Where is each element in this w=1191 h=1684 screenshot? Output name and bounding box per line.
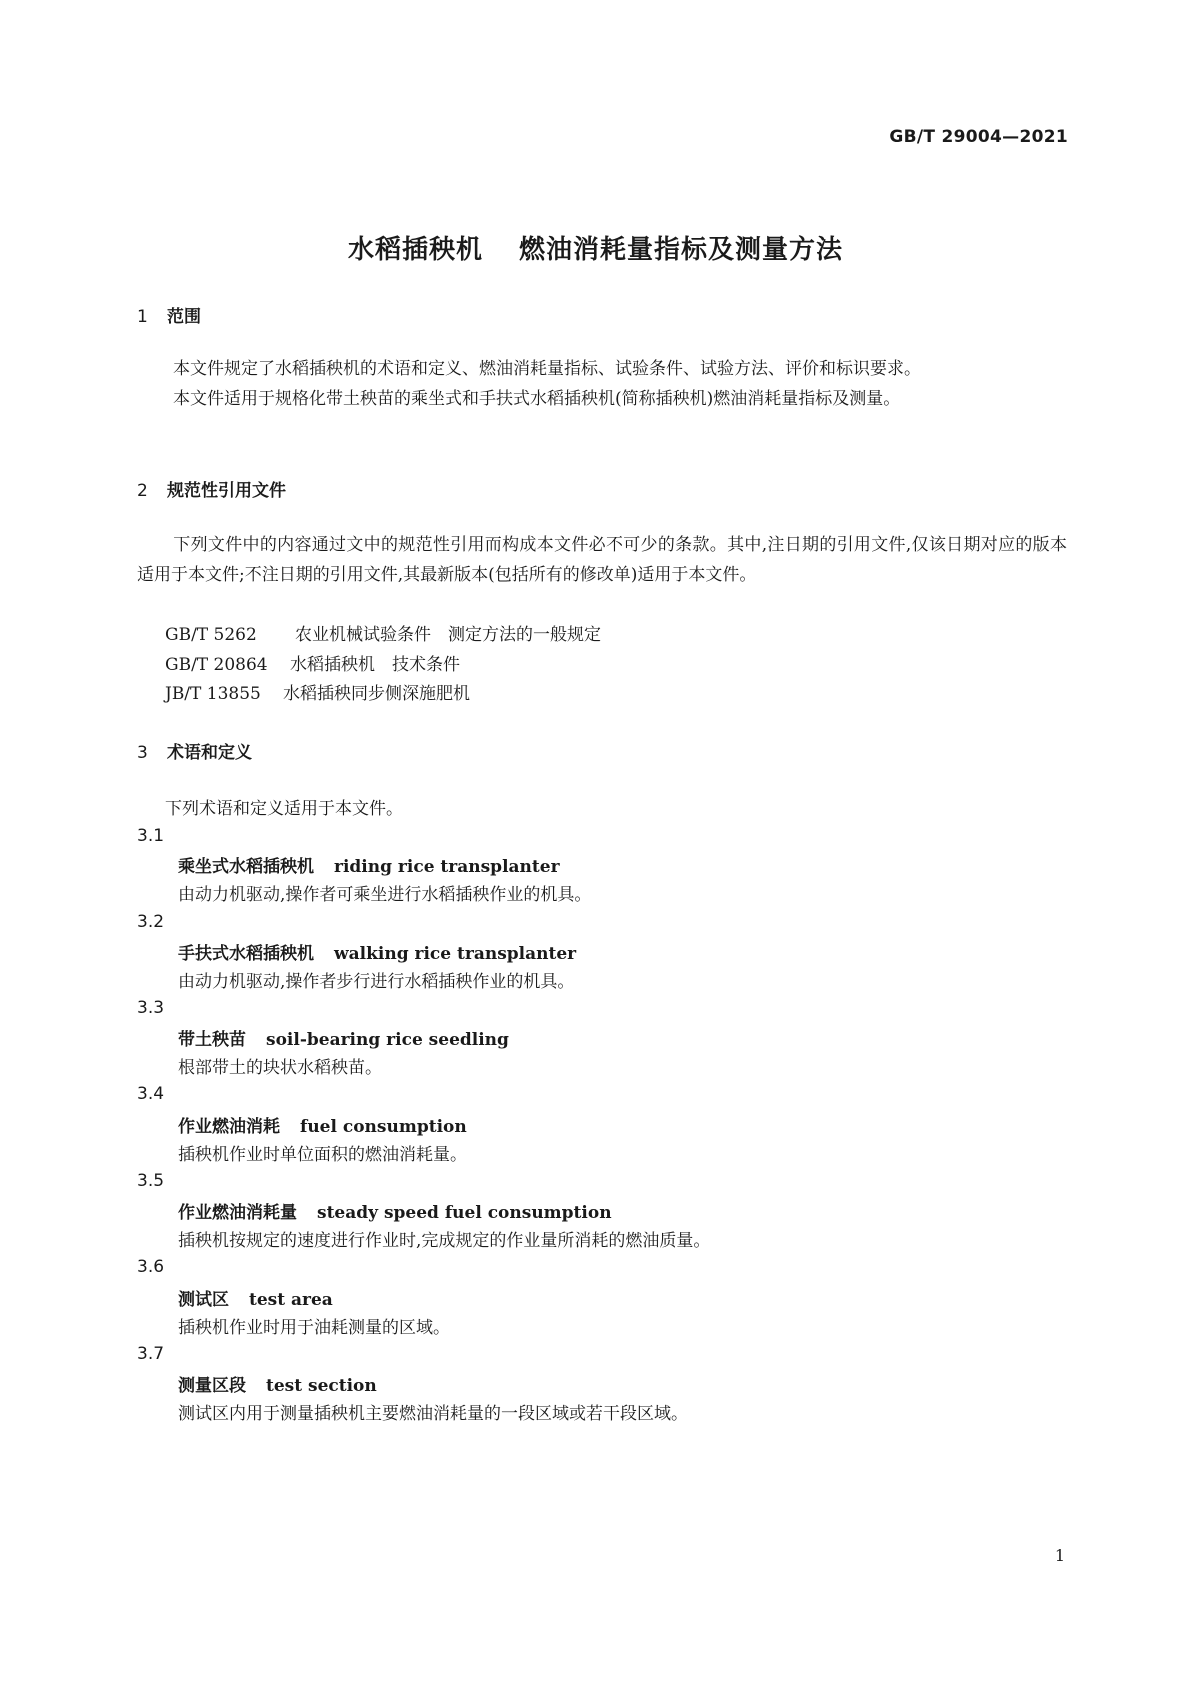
term-definition: 由动力机驱动,操作者可乘坐进行水稻插秧作业的机具。	[178, 885, 592, 905]
reference-title: 农业机械试验条件 测定方法的一般规定	[295, 625, 601, 645]
section-number: 2	[137, 481, 148, 501]
section-number: 3	[137, 743, 148, 763]
term-zh: 测量区段	[178, 1376, 246, 1396]
section-title: 范围	[167, 307, 201, 327]
term-definition: 插秧机按规定的速度进行作业时,完成规定的作业量所消耗的燃油质量。	[178, 1231, 711, 1251]
term-zh: 作业燃油消耗	[178, 1117, 280, 1137]
title-part2: 燃油消耗量指标及测量方法	[519, 235, 844, 265]
term-number: 3.1	[137, 826, 165, 846]
term-en: walking rice transplanter	[334, 944, 577, 964]
term-heading	[178, 852, 560, 877]
section-1-heading	[137, 302, 201, 327]
term-number: 3.4	[137, 1084, 165, 1104]
reference-title: 水稻插秧机 技术条件	[290, 655, 460, 675]
section-number: 1	[137, 307, 148, 327]
term-en: soil-bearing rice seedling	[266, 1030, 509, 1050]
term-heading	[178, 1285, 333, 1310]
term-en: steady speed fuel consumption	[317, 1203, 612, 1223]
term-number: 3.6	[137, 1257, 165, 1277]
term-en: riding rice transplanter	[334, 857, 560, 877]
page-number: 1	[1054, 1546, 1065, 1565]
reference-code: GB/T 5262	[165, 625, 257, 645]
section-title: 术语和定义	[167, 743, 252, 763]
title-part1: 水稻插秧机	[347, 235, 483, 265]
reference-code: GB/T 20864	[165, 655, 268, 675]
term-zh: 测试区	[178, 1290, 229, 1310]
term-zh: 手扶式水稻插秧机	[178, 944, 314, 964]
term-number: 3.2	[137, 912, 165, 932]
term-definition: 由动力机驱动,操作者步行进行水稻插秧作业的机具。	[178, 972, 575, 992]
term-heading	[178, 1112, 467, 1137]
section-title: 规范性引用文件	[167, 481, 286, 501]
section-1-para-2	[137, 384, 1067, 414]
section-2-para	[137, 530, 1067, 590]
term-heading	[178, 939, 576, 964]
term-definition: 插秧机作业时单位面积的燃油消耗量。	[178, 1145, 467, 1165]
term-heading	[178, 1371, 377, 1396]
section-2-heading	[137, 476, 286, 501]
reference-code: JB/T 13855	[165, 684, 261, 704]
paragraph-text: 本文件适用于规格化带土秧苗的乘坐式和手扶式水稻插秧机(简称插秧机)燃油消耗量指标及测量。	[173, 389, 901, 409]
term-zh: 作业燃油消耗量	[178, 1203, 297, 1223]
reference-title: 水稻插秧同步侧深施肥机	[283, 684, 470, 704]
section-1-para-1	[137, 354, 1067, 384]
term-en: test area	[249, 1290, 333, 1310]
term-definition: 根部带土的块状水稻秧苗。	[178, 1058, 382, 1078]
term-zh: 带土秧苗	[178, 1030, 246, 1050]
reference-item	[165, 620, 601, 645]
term-en: test section	[266, 1376, 377, 1396]
term-number: 3.3	[137, 998, 165, 1018]
section-3-heading	[137, 738, 252, 763]
term-en: fuel consumption	[300, 1117, 467, 1137]
term-definition: 插秧机作业时用于油耗测量的区域。	[178, 1318, 450, 1338]
term-heading	[178, 1198, 612, 1223]
document-title	[0, 229, 1191, 266]
term-number: 3.7	[137, 1344, 165, 1364]
term-number: 3.5	[137, 1171, 165, 1191]
paragraph-text: 本文件规定了水稻插秧机的术语和定义、燃油消耗量指标、试验条件、试验方法、评价和标识要求。	[173, 359, 921, 379]
term-definition: 测试区内用于测量插秧机主要燃油消耗量的一段区域或若干段区域。	[178, 1404, 688, 1424]
term-zh: 乘坐式水稻插秧机	[178, 857, 314, 877]
section-3-intro: 下列术语和定义适用于本文件。	[165, 799, 403, 819]
paragraph-text: 下列文件中的内容通过文中的规范性引用而构成本文件必不可少的条款。其中,注日期的引用文件,仅该日期对应的版本适用于本文件;不注日期的引用文件,其最新版本(包括所有的修改单)适用于本文件。	[137, 535, 1067, 585]
standard-code: GB/T 29004—2021	[889, 127, 1068, 147]
reference-item	[165, 650, 460, 675]
reference-item	[165, 679, 470, 704]
term-heading	[178, 1025, 509, 1050]
